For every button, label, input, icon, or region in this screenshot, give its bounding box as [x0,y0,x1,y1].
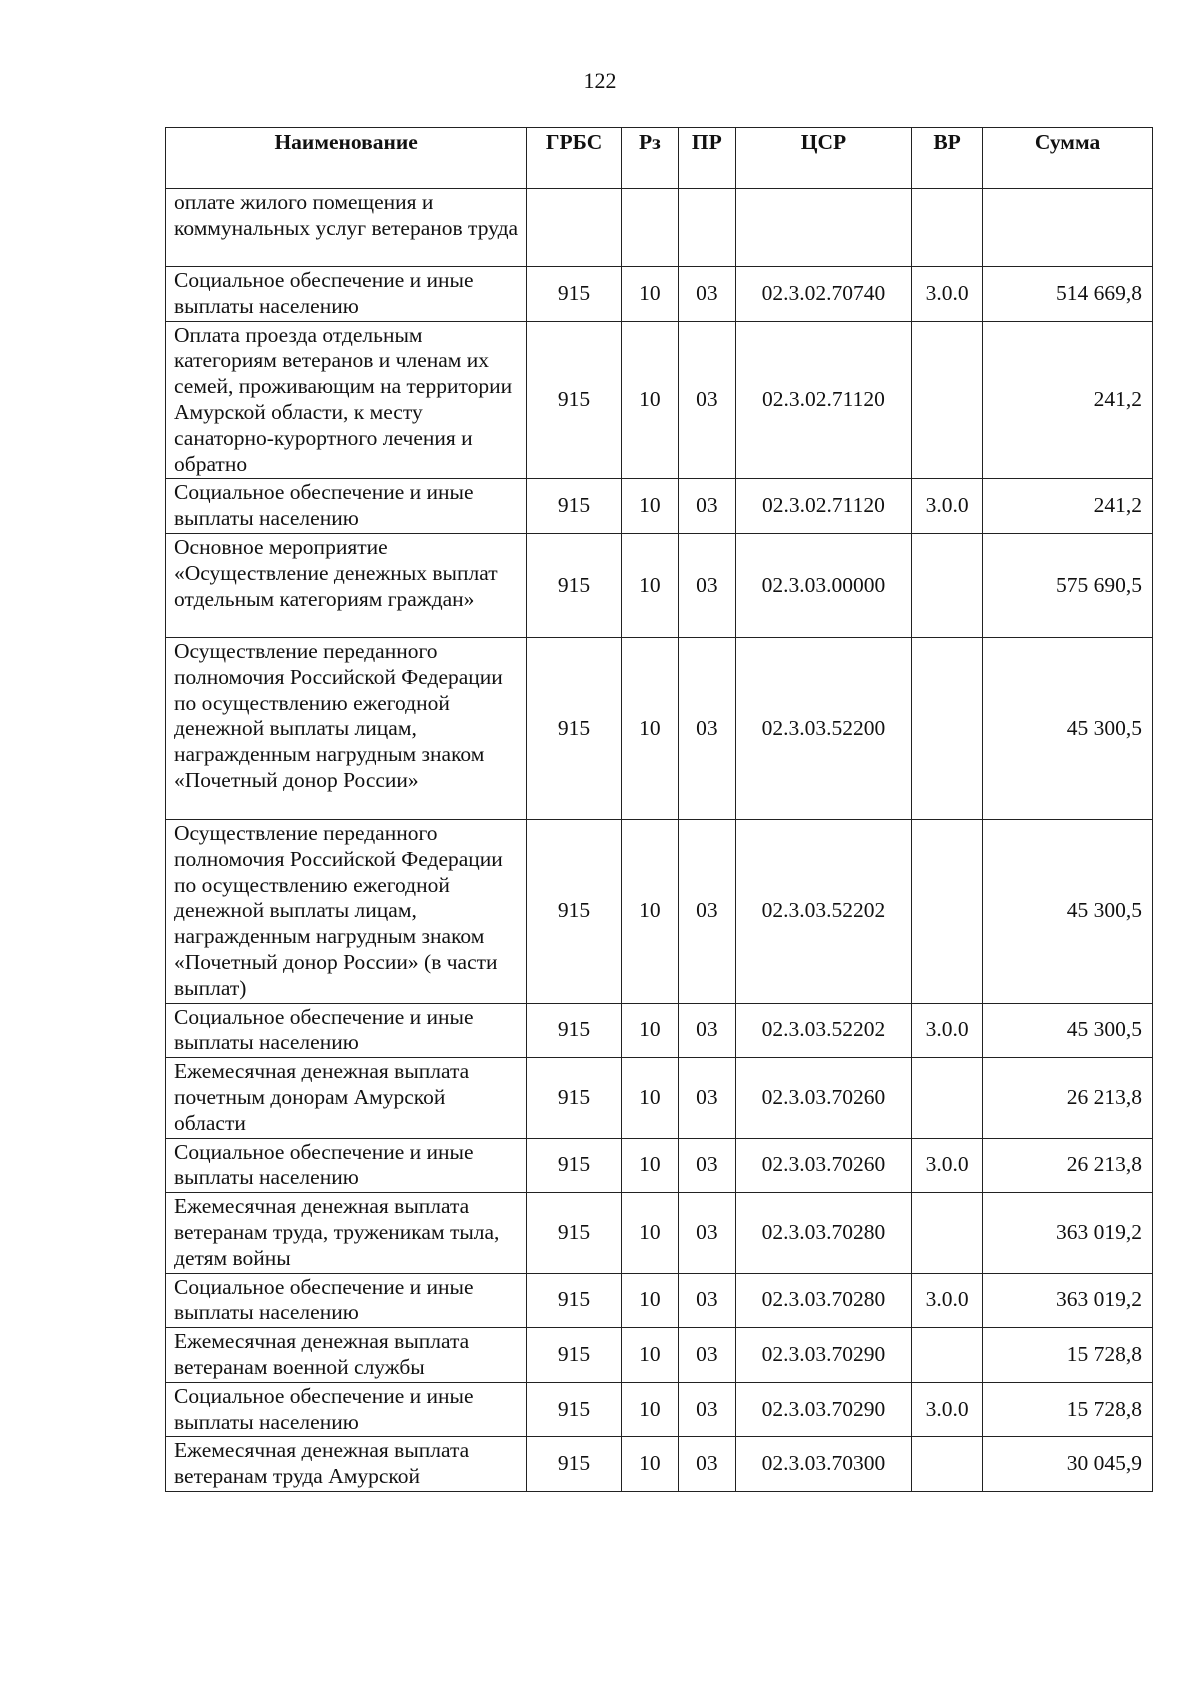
cell-sum: 514 669,8 [983,267,1153,322]
header-name: Наименование [166,128,527,189]
cell-pr [678,189,735,267]
cell-vr [912,189,983,267]
table-row [166,819,1153,1003]
cell-csr: 02.3.03.70290 [735,1328,911,1383]
cell-csr: 02.3.03.52202 [735,819,911,1003]
cell-pr: 03 [678,1193,735,1273]
cell-csr: 02.3.03.70260 [735,1058,911,1138]
table-row [166,1058,1153,1138]
header-pr: ПР [678,128,735,189]
cell-vr [912,819,983,1003]
page-number: 122 [583,68,617,93]
cell-grbs: 915 [527,1003,622,1058]
cell-sum: 363 019,2 [983,1193,1153,1273]
cell-sum: 575 690,5 [983,533,1153,637]
cell-rz: 10 [621,1382,678,1437]
cell-pr: 03 [678,267,735,322]
cell-grbs: 915 [527,479,622,534]
cell-rz: 10 [621,1058,678,1138]
cell-pr: 03 [678,321,735,479]
cell-rz: 10 [621,479,678,534]
header-vr: ВР [912,128,983,189]
cell-rz: 10 [621,1273,678,1328]
cell-grbs: 915 [527,1138,622,1193]
cell-grbs: 915 [527,533,622,637]
cell-pr: 03 [678,1437,735,1492]
cell-vr [912,1193,983,1273]
cell-grbs: 915 [527,267,622,322]
cell-grbs: 915 [527,637,622,819]
cell-name: Осуществление переданного полномочия Российской Федерации по осуществлению ежегодной денежной выплаты лицам, награжденным нагрудным знаком «Почетный донор России» [166,637,527,819]
cell-name: Социальное обеспечение и иные выплаты населению [166,267,527,322]
cell-name: оплате жилого помещения и коммунальных услуг ветеранов труда [166,189,527,267]
cell-sum: 15 728,8 [983,1328,1153,1383]
cell-sum: 241,2 [983,321,1153,479]
cell-name: Социальное обеспечение и иные выплаты населению [166,1003,527,1058]
cell-rz: 10 [621,1138,678,1193]
table-row [166,1193,1153,1273]
cell-name: Ежемесячная денежная выплата ветеранам военной службы [166,1328,527,1383]
cell-name: Основное мероприятие «Осуществление денежных выплат отдельным категориям граждан» [166,533,527,637]
cell-grbs: 915 [527,1058,622,1138]
cell-sum: 45 300,5 [983,1003,1153,1058]
table-row [166,1437,1153,1492]
cell-rz: 10 [621,267,678,322]
cell-grbs: 915 [527,321,622,479]
table-header [166,128,1153,189]
table-row [166,1382,1153,1437]
cell-csr: 02.3.03.70280 [735,1193,911,1273]
cell-csr: 02.3.03.52202 [735,1003,911,1058]
table-row [166,533,1153,637]
header-rz: Рз [621,128,678,189]
header-csr: ЦСР [735,128,911,189]
cell-rz: 10 [621,819,678,1003]
cell-sum: 241,2 [983,479,1153,534]
table-row [166,479,1153,534]
cell-pr: 03 [678,1328,735,1383]
cell-vr [912,1328,983,1383]
cell-pr: 03 [678,637,735,819]
cell-rz: 10 [621,1003,678,1058]
cell-csr: 02.3.03.70290 [735,1382,911,1437]
cell-name: Социальное обеспечение и иные выплаты населению [166,1382,527,1437]
cell-name: Социальное обеспечение и иные выплаты населению [166,1138,527,1193]
cell-pr: 03 [678,533,735,637]
cell-sum: 30 045,9 [983,1437,1153,1492]
cell-vr: 3.0.0 [912,1003,983,1058]
table-body [166,189,1153,1492]
cell-name: Ежемесячная денежная выплата почетным донорам Амурской области [166,1058,527,1138]
cell-vr [912,533,983,637]
cell-rz: 10 [621,1328,678,1383]
cell-sum: 26 213,8 [983,1058,1153,1138]
cell-csr: 02.3.03.00000 [735,533,911,637]
cell-name: Социальное обеспечение и иные выплаты населению [166,479,527,534]
cell-pr: 03 [678,1138,735,1193]
cell-name: Оплата проезда отдельным категориям ветеранов и членам их семей, проживающим на территории Амурской области, к месту санаторно-курортного лечения и обратно [166,321,527,479]
cell-vr [912,321,983,479]
cell-grbs [527,189,622,267]
cell-vr: 3.0.0 [912,1273,983,1328]
cell-grbs: 915 [527,1193,622,1273]
cell-rz: 10 [621,321,678,479]
cell-pr: 03 [678,819,735,1003]
cell-csr: 02.3.02.70740 [735,267,911,322]
cell-sum [983,189,1153,267]
cell-name: Социальное обеспечение и иные выплаты населению [166,1273,527,1328]
cell-csr: 02.3.02.71120 [735,479,911,534]
cell-pr: 03 [678,479,735,534]
cell-vr: 3.0.0 [912,1138,983,1193]
table-row [166,1003,1153,1058]
cell-vr [912,637,983,819]
cell-csr: 02.3.03.52200 [735,637,911,819]
cell-csr: 02.3.03.70280 [735,1273,911,1328]
header-grbs: ГРБС [527,128,622,189]
cell-pr: 03 [678,1058,735,1138]
header-sum: Сумма [983,128,1153,189]
cell-sum: 45 300,5 [983,819,1153,1003]
table-row [166,321,1153,479]
cell-pr: 03 [678,1003,735,1058]
cell-sum: 26 213,8 [983,1138,1153,1193]
cell-rz: 10 [621,533,678,637]
table-row [166,1328,1153,1383]
cell-sum: 15 728,8 [983,1382,1153,1437]
table-row [166,267,1153,322]
cell-sum: 363 019,2 [983,1273,1153,1328]
cell-rz: 10 [621,1193,678,1273]
table-row [166,637,1153,819]
table-row [166,1138,1153,1193]
cell-csr [735,189,911,267]
cell-rz [621,189,678,267]
cell-pr: 03 [678,1382,735,1437]
cell-rz: 10 [621,637,678,819]
cell-grbs: 915 [527,819,622,1003]
cell-csr: 02.3.03.70300 [735,1437,911,1492]
cell-csr: 02.3.02.71120 [735,321,911,479]
cell-grbs: 915 [527,1273,622,1328]
table-row [166,189,1153,267]
budget-table [165,127,1153,1492]
cell-grbs: 915 [527,1382,622,1437]
cell-vr: 3.0.0 [912,267,983,322]
table-row [166,1273,1153,1328]
cell-rz: 10 [621,1437,678,1492]
cell-grbs: 915 [527,1437,622,1492]
cell-name: Ежемесячная денежная выплата ветеранам труда Амурской [166,1437,527,1492]
cell-csr: 02.3.03.70260 [735,1138,911,1193]
cell-name: Осуществление переданного полномочия Российской Федерации по осуществлению ежегодной денежной выплаты лицам, награжденным нагрудным знаком «Почетный донор России» (в части выплат) [166,819,527,1003]
cell-grbs: 915 [527,1328,622,1383]
cell-vr [912,1437,983,1492]
cell-vr: 3.0.0 [912,1382,983,1437]
cell-pr: 03 [678,1273,735,1328]
cell-vr [912,1058,983,1138]
header-row [166,128,1153,189]
cell-vr: 3.0.0 [912,479,983,534]
cell-sum: 45 300,5 [983,637,1153,819]
cell-name: Ежемесячная денежная выплата ветеранам труда, труженикам тыла, детям войны [166,1193,527,1273]
